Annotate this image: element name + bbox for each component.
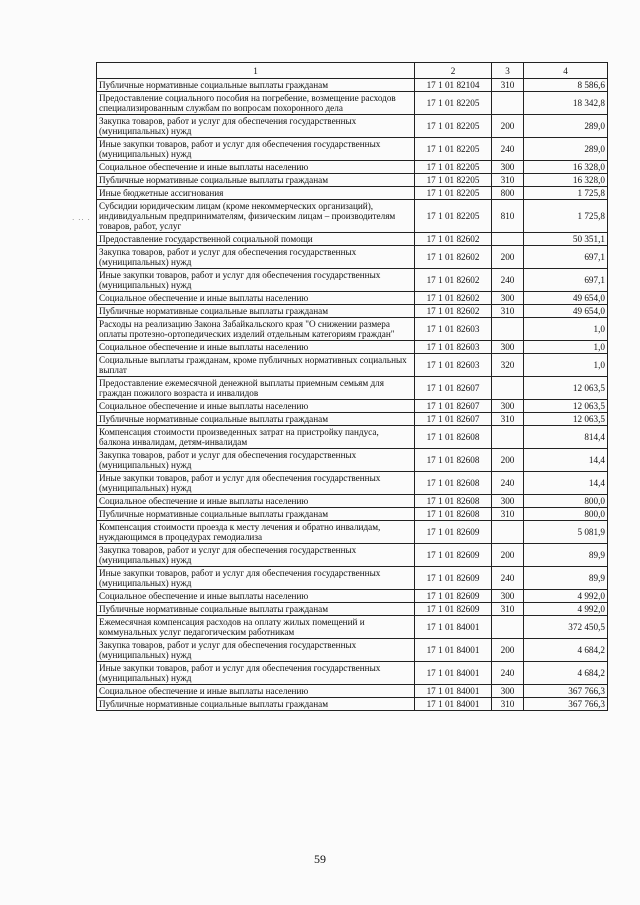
row-expense-type: 300 <box>492 400 524 413</box>
row-code: 17 1 01 82607 <box>415 377 492 400</box>
row-expense-type: 300 <box>492 341 524 354</box>
table-row <box>97 292 608 305</box>
row-code: 17 1 01 82607 <box>415 400 492 413</box>
row-expense-type: 810 <box>492 200 524 233</box>
row-amount: 89,9 <box>524 544 608 567</box>
row-amount: 16 328,0 <box>524 174 608 187</box>
row-amount: 4 684,2 <box>524 662 608 685</box>
row-expense-type <box>492 377 524 400</box>
row-amount: 12 063,5 <box>524 400 608 413</box>
row-code: 17 1 01 84001 <box>415 616 492 639</box>
table-row <box>97 567 608 590</box>
row-description: Иные бюджетные ассигнования <box>97 187 415 200</box>
row-amount: 4 992,0 <box>524 603 608 616</box>
table-row <box>97 472 608 495</box>
row-description: Социальное обеспечение и иные выплаты населению <box>97 341 415 354</box>
row-expense-type: 310 <box>492 413 524 426</box>
row-code: 17 1 01 82609 <box>415 590 492 603</box>
row-code: 17 1 01 82104 <box>415 79 492 92</box>
table-row <box>97 115 608 138</box>
row-amount: 1,0 <box>524 354 608 377</box>
row-expense-type <box>492 92 524 115</box>
row-expense-type: 200 <box>492 449 524 472</box>
row-amount: 800,0 <box>524 495 608 508</box>
row-description: Закупка товаров, работ и услуг для обеспечения государственных (муниципальных) нужд <box>97 246 415 269</box>
row-code: 17 1 01 82205 <box>415 200 492 233</box>
row-amount: 49 654,0 <box>524 305 608 318</box>
column-header-amount: 4 <box>524 63 608 79</box>
row-code: 17 1 01 82205 <box>415 115 492 138</box>
table-row <box>97 92 608 115</box>
table-row <box>97 413 608 426</box>
row-amount: 4 684,2 <box>524 639 608 662</box>
row-amount: 49 654,0 <box>524 292 608 305</box>
row-expense-type: 240 <box>492 269 524 292</box>
table-row <box>97 161 608 174</box>
row-code: 17 1 01 82608 <box>415 508 492 521</box>
row-expense-type: 310 <box>492 508 524 521</box>
table-row <box>97 449 608 472</box>
table-row <box>97 200 608 233</box>
row-description: Публичные нормативные социальные выплаты гражданам <box>97 508 415 521</box>
row-description: Социальное обеспечение и иные выплаты населению <box>97 495 415 508</box>
table-row <box>97 698 608 711</box>
row-description: Расходы на реализацию Закона Забайкальского края "О снижении размера оплаты протезно-ортопедических изделий отдельным категориям граждан" <box>97 318 415 341</box>
row-expense-type: 800 <box>492 187 524 200</box>
row-description: Социальное обеспечение и иные выплаты населению <box>97 400 415 413</box>
row-code: 17 1 01 82607 <box>415 413 492 426</box>
table-row <box>97 662 608 685</box>
row-code: 17 1 01 82205 <box>415 92 492 115</box>
row-amount: 5 081,9 <box>524 521 608 544</box>
budget-table <box>96 62 608 711</box>
row-description: Социальные выплаты гражданам, кроме публичных нормативных социальных выплат <box>97 354 415 377</box>
row-expense-type <box>492 233 524 246</box>
row-amount: 289,0 <box>524 138 608 161</box>
table-row <box>97 508 608 521</box>
table-row <box>97 639 608 662</box>
table-row <box>97 521 608 544</box>
row-amount: 8 586,6 <box>524 79 608 92</box>
table-body <box>97 79 608 711</box>
row-amount: 4 992,0 <box>524 590 608 603</box>
row-code: 17 1 01 82609 <box>415 521 492 544</box>
row-code: 17 1 01 82603 <box>415 354 492 377</box>
row-expense-type: 310 <box>492 698 524 711</box>
row-description: Публичные нормативные социальные выплаты гражданам <box>97 79 415 92</box>
row-code: 17 1 01 82609 <box>415 603 492 616</box>
row-description: Закупка товаров, работ и услуг для обеспечения государственных (муниципальных) нужд <box>97 544 415 567</box>
row-expense-type: 200 <box>492 639 524 662</box>
row-description: Закупка товаров, работ и услуг для обеспечения государственных (муниципальных) нужд <box>97 639 415 662</box>
table-row <box>97 377 608 400</box>
row-amount: 814,4 <box>524 426 608 449</box>
row-code: 17 1 01 82608 <box>415 472 492 495</box>
row-description: Предоставление социального пособия на погребение, возмещение расходов специализированным службам по вопросам похоронного дела <box>97 92 415 115</box>
table-row <box>97 318 608 341</box>
row-code: 17 1 01 84001 <box>415 639 492 662</box>
row-amount: 1,0 <box>524 341 608 354</box>
row-description: Закупка товаров, работ и услуг для обеспечения государственных (муниципальных) нужд <box>97 115 415 138</box>
row-expense-type: 310 <box>492 79 524 92</box>
row-amount: 800,0 <box>524 508 608 521</box>
row-code: 17 1 01 82608 <box>415 495 492 508</box>
row-code: 17 1 01 84001 <box>415 698 492 711</box>
table-row <box>97 246 608 269</box>
row-code: 17 1 01 82205 <box>415 187 492 200</box>
table-row <box>97 495 608 508</box>
row-expense-type <box>492 318 524 341</box>
row-code: 17 1 01 82602 <box>415 233 492 246</box>
row-code: 17 1 01 82205 <box>415 138 492 161</box>
row-code: 17 1 01 82205 <box>415 174 492 187</box>
scan-margin-mark: · ·· · <box>72 216 91 224</box>
row-expense-type <box>492 616 524 639</box>
row-description: Иные закупки товаров, работ и услуг для обеспечения государственных (муниципальных) нужд <box>97 269 415 292</box>
row-amount: 1 725,8 <box>524 200 608 233</box>
row-expense-type <box>492 521 524 544</box>
row-code: 17 1 01 82602 <box>415 292 492 305</box>
row-description: Иные закупки товаров, работ и услуг для обеспечения государственных (муниципальных) нужд <box>97 662 415 685</box>
row-code: 17 1 01 82603 <box>415 318 492 341</box>
table-row <box>97 233 608 246</box>
row-amount: 367 766,3 <box>524 698 608 711</box>
table-row <box>97 174 608 187</box>
row-code: 17 1 01 82602 <box>415 305 492 318</box>
row-expense-type: 240 <box>492 138 524 161</box>
table-row <box>97 426 608 449</box>
row-code: 17 1 01 82205 <box>415 161 492 174</box>
row-expense-type: 310 <box>492 603 524 616</box>
row-description: Компенсация стоимости произведенных затрат на пристройку пандуса, балкона инвалидам, детям-инвалидам <box>97 426 415 449</box>
row-amount: 367 766,3 <box>524 685 608 698</box>
row-description: Иные закупки товаров, работ и услуг для обеспечения государственных (муниципальных) нужд <box>97 138 415 161</box>
row-expense-type: 240 <box>492 662 524 685</box>
row-code: 17 1 01 82603 <box>415 341 492 354</box>
table-row <box>97 685 608 698</box>
row-code: 17 1 01 82608 <box>415 426 492 449</box>
row-expense-type: 320 <box>492 354 524 377</box>
column-header-code: 2 <box>415 63 492 79</box>
row-expense-type: 200 <box>492 115 524 138</box>
row-description: Закупка товаров, работ и услуг для обеспечения государственных (муниципальных) нужд <box>97 449 415 472</box>
table-row <box>97 603 608 616</box>
row-expense-type: 240 <box>492 567 524 590</box>
row-description: Публичные нормативные социальные выплаты гражданам <box>97 413 415 426</box>
row-expense-type: 310 <box>492 305 524 318</box>
table-row <box>97 400 608 413</box>
table-row <box>97 269 608 292</box>
row-expense-type: 200 <box>492 246 524 269</box>
row-code: 17 1 01 84001 <box>415 662 492 685</box>
row-description: Публичные нормативные социальные выплаты гражданам <box>97 603 415 616</box>
row-amount: 289,0 <box>524 115 608 138</box>
column-header-expense-type: 3 <box>492 63 524 79</box>
row-amount: 14,4 <box>524 449 608 472</box>
row-description: Публичные нормативные социальные выплаты гражданам <box>97 698 415 711</box>
row-amount: 89,9 <box>524 567 608 590</box>
row-description: Социальное обеспечение и иные выплаты населению <box>97 161 415 174</box>
row-description: Социальное обеспечение и иные выплаты населению <box>97 292 415 305</box>
row-code: 17 1 01 82602 <box>415 269 492 292</box>
row-amount: 1 725,8 <box>524 187 608 200</box>
row-amount: 16 328,0 <box>524 161 608 174</box>
row-description: Предоставление ежемесячной денежной выплаты приемным семьям для граждан пожилого возраста и инвалидов <box>97 377 415 400</box>
row-description: Иные закупки товаров, работ и услуг для обеспечения государственных (муниципальных) нужд <box>97 567 415 590</box>
row-description: Публичные нормативные социальные выплаты гражданам <box>97 305 415 318</box>
row-expense-type: 300 <box>492 685 524 698</box>
row-amount: 14,4 <box>524 472 608 495</box>
table-row <box>97 187 608 200</box>
row-description: Иные закупки товаров, работ и услуг для обеспечения государственных (муниципальных) нужд <box>97 472 415 495</box>
row-expense-type: 300 <box>492 161 524 174</box>
row-code: 17 1 01 82609 <box>415 567 492 590</box>
row-amount: 697,1 <box>524 246 608 269</box>
row-description: Публичные нормативные социальные выплаты гражданам <box>97 174 415 187</box>
table-row <box>97 544 608 567</box>
row-expense-type: 300 <box>492 590 524 603</box>
row-description: Компенсация стоимости проезда к месту лечения и обратно инвалидам, нуждающимся в процедурах гемодиализа <box>97 521 415 544</box>
row-expense-type: 300 <box>492 495 524 508</box>
table-header-row <box>97 63 608 79</box>
column-header-description: 1 <box>97 63 415 79</box>
row-code: 17 1 01 82602 <box>415 246 492 269</box>
row-expense-type <box>492 426 524 449</box>
row-description: Субсидии юридическим лицам (кроме некоммерческих организаций), индивидуальным предпринимателям, физическим лицам – производителям товаров, работ, услуг <box>97 200 415 233</box>
table-row <box>97 138 608 161</box>
table-row <box>97 341 608 354</box>
row-amount: 50 351,1 <box>524 233 608 246</box>
table-row <box>97 590 608 603</box>
row-amount: 372 450,5 <box>524 616 608 639</box>
row-amount: 1,0 <box>524 318 608 341</box>
row-amount: 12 063,5 <box>524 377 608 400</box>
row-expense-type: 240 <box>492 472 524 495</box>
row-description: Социальное обеспечение и иные выплаты населению <box>97 590 415 603</box>
row-description: Социальное обеспечение и иные выплаты населению <box>97 685 415 698</box>
row-code: 17 1 01 84001 <box>415 685 492 698</box>
table-row <box>97 354 608 377</box>
page-number: 59 <box>314 852 326 866</box>
row-amount: 697,1 <box>524 269 608 292</box>
row-amount: 12 063,5 <box>524 413 608 426</box>
row-code: 17 1 01 82609 <box>415 544 492 567</box>
row-expense-type: 300 <box>492 292 524 305</box>
row-description: Предоставление государственной социальной помощи <box>97 233 415 246</box>
row-description: Ежемесячная компенсация расходов на оплату жилых помещений и коммунальных услуг педагогическим работникам <box>97 616 415 639</box>
table-row <box>97 305 608 318</box>
row-expense-type: 200 <box>492 544 524 567</box>
row-amount: 18 342,8 <box>524 92 608 115</box>
row-code: 17 1 01 82608 <box>415 449 492 472</box>
row-expense-type: 310 <box>492 174 524 187</box>
table-row <box>97 79 608 92</box>
table-row <box>97 616 608 639</box>
